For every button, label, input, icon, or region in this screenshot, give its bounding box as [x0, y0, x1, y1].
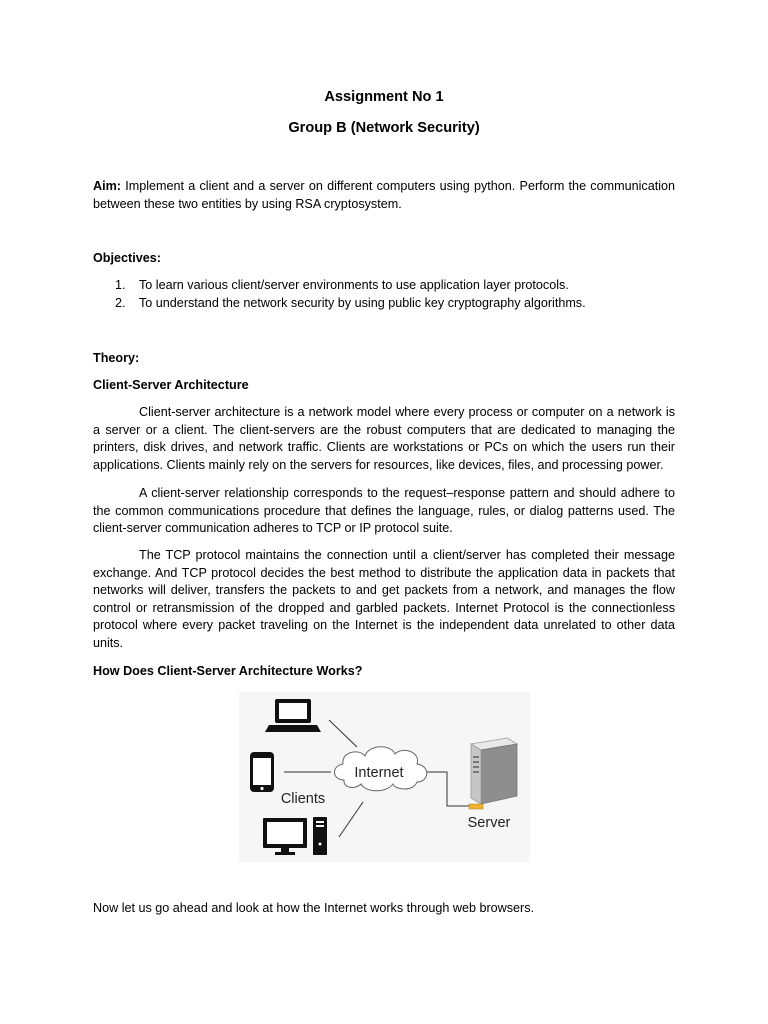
laptop-link-line	[329, 720, 357, 747]
aim-paragraph	[93, 178, 675, 213]
list-item-number: 1.	[115, 278, 126, 292]
clients-label: Clients	[280, 791, 326, 807]
theory-paragraph-1: Client-server architecture is a network model where every process or computer on a network is a server or a client. The client-servers are the robust computers that are dedicated to managing the printers, disk drives, and network traffic. Clients are workstations or PCs on which the users run their applications. Clients mainly rely on the servers for resources, like devices, files, and processing power.	[93, 405, 675, 472]
theory-paragraph-2: A client-server relationship corresponds to the request–response pattern and should adhere to the common communications procedure that defines the language, rules, or dialog patterns used. The client-server communication adheres to TCP or IP protocol suite.	[93, 486, 675, 536]
desktop-icon	[263, 817, 327, 855]
theory-paragraph-3: The TCP protocol maintains the connection until a client/server has completed their message exchange. And TCP protocol decides the best method to distribute the application data in packets that networks will deliver, transfers the packets to and get packets from a network, and manages the flow control or retransmission of the dropped and garbled packets. Internet Protocol is the connectionless protocol where every packet traveling on the Internet is the independent data unrelated to other data units.	[93, 548, 675, 650]
document-subtitle: Group B (Network Security)	[288, 120, 480, 136]
client-server-diagram	[239, 692, 530, 862]
list-item-text: To understand the network security by using public key cryptography algorithms.	[139, 295, 586, 310]
document-title: Assignment No 1	[324, 89, 444, 105]
section-heading: Client-Server Architecture	[93, 378, 249, 392]
how-heading: How Does Client-Server Architecture Works?	[93, 664, 363, 678]
list-item	[93, 277, 675, 295]
phone-icon	[250, 752, 274, 792]
server-label: Server	[467, 815, 511, 831]
internet-label: Internet	[354, 765, 404, 781]
closing-paragraph: Now let us go ahead and look at how the Internet works through web browsers.	[93, 901, 535, 915]
objectives-list	[93, 277, 675, 312]
list-item	[93, 295, 675, 313]
objectives-heading: Objectives:	[93, 251, 161, 265]
aim-label: Aim:	[93, 179, 121, 193]
list-item-text: To learn various client/server environments to use application layer protocols.	[139, 278, 569, 292]
list-item-number: 2.	[115, 295, 126, 310]
laptop-icon	[265, 699, 321, 732]
server-link-line	[425, 772, 471, 806]
server-icon	[469, 738, 517, 809]
theory-heading: Theory:	[93, 351, 140, 365]
desktop-link-line	[339, 802, 363, 837]
aim-text: Implement a client and a server on different computers using python. Perform the communication between these two entities by using RSA cryptosystem.	[93, 179, 675, 211]
